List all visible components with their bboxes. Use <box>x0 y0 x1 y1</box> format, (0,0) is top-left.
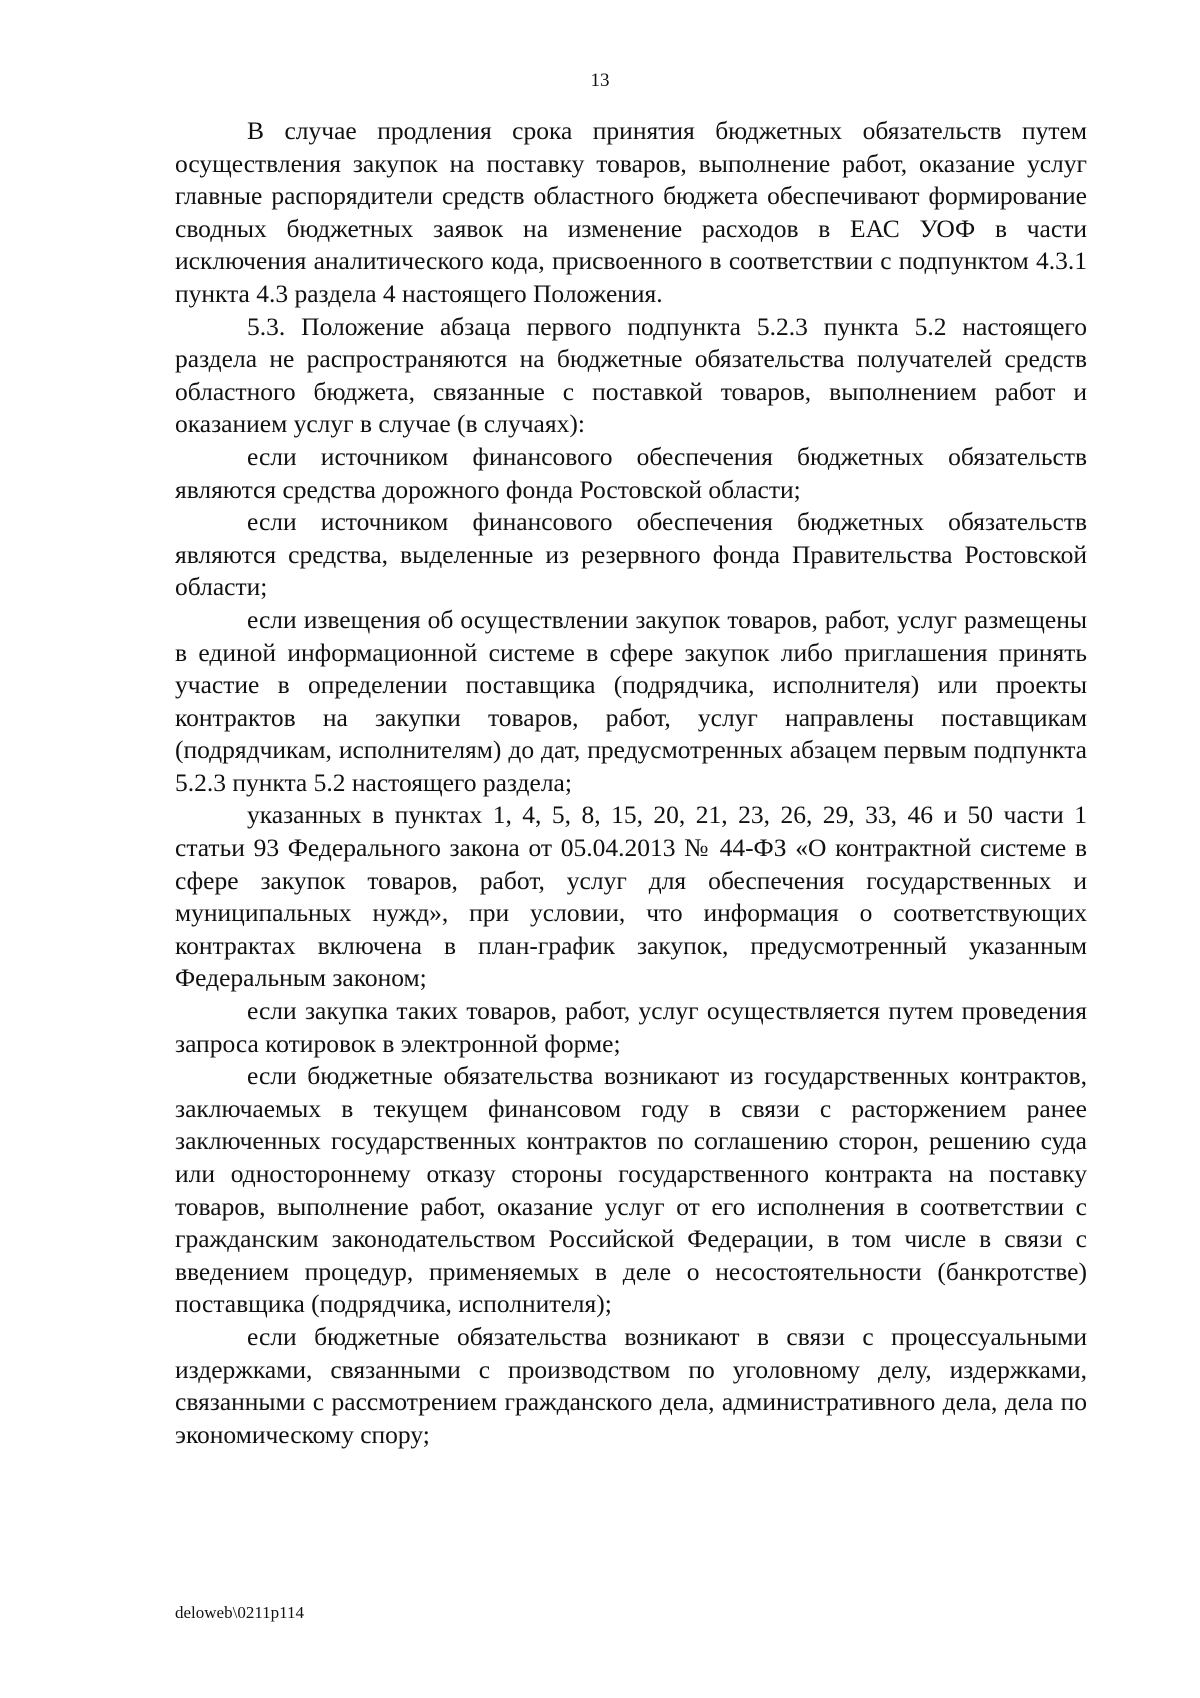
paragraph: если источником финансового обеспечения бюджетных обязательств являются средства, выделенные из резервного фонда Правительства Ростовской области; <box>175 507 1087 602</box>
paragraph: если закупка таких товаров, работ, услуг осуществляется путем проведения запроса котировок в электронной форме; <box>175 996 1087 1058</box>
document-body <box>175 115 1087 1451</box>
paragraph: указанных в пунктах 1, 4, 5, 8, 15, 20, 21, 23, 26, 29, 33, 46 и 50 части 1 статьи 93 Федерального закона от 05.04.2013 № 44-ФЗ «О контрактной системе в сфере закупок товаров, работ, услуг для обеспечения государственных и муниципальных нужд», при условии, что информация о соответствующих контрактах включена в план-график закупок, предусмотренный указанным Федеральным законом; <box>175 800 1087 993</box>
paragraph: если бюджетные обязательства возникают из государственных контрактов, заключаемых в текущем финансовом году в связи с расторжением ранее заключенных государственных контрактов по соглашению сторон, решению суда или одностороннему отказу стороны государственного контракта на поставку товаров, выполнение работ, оказание услуг от его исполнения в соответствии с гражданским законодательством Российской Федерации, в том числе в связи с введением процедур, применяемых в деле о несостоятельности (банкротстве) поставщика (подрядчика, исполнителя); <box>175 1061 1087 1319</box>
paragraph: В случае продления срока принятия бюджетных обязательств путем осуществления закупок на поставку товаров, выполнение работ, оказание услуг главные распорядители средств областного бюджета обеспечивают формирование сводных бюджетных заявок на изменение расходов в ЕАС УОФ в части исключения аналитического кода, присвоенного в соответствии с подпунктом 4.3.1 пункта 4.3 раздела 4 настоящего Положения. <box>175 116 1087 308</box>
paragraph: 5.3. Положение абзаца первого подпункта 5.2.3 пункта 5.2 настоящего раздела не распространяются на бюджетные обязательства получателей средств областного бюджета, связанные с поставкой товаров, выполнением работ и оказанием услуг в случае (в случаях): <box>175 311 1087 439</box>
paragraph: если извещения об осуществлении закупок товаров, работ, услуг размещены в единой информационной системе в сфере закупок либо приглашения принять участие в определении поставщика (подрядчика, исполнителя) или проекты контрактов на закупки товаров, работ, услуг направлены поставщикам (подрядчикам, исполнителям) до дат, предусмотренных абзацем первым подпункта 5.2.3 пункта 5.2 настоящего раздела; <box>175 604 1087 797</box>
paragraph: если источником финансового обеспечения бюджетных обязательств являются средства дорожного фонда Ростовской области; <box>175 441 1087 504</box>
document-reference-code: deloweb\0211p114 <box>175 1603 305 1622</box>
paragraph: если бюджетные обязательства возникают в связи с процессуальными издержками, связанными с производством по уголовному делу, издержками, связанными с рассмотрением гражданского дела, административного дела, дела по экономическому спору; <box>175 1321 1087 1449</box>
page-number: 13 <box>590 70 610 91</box>
